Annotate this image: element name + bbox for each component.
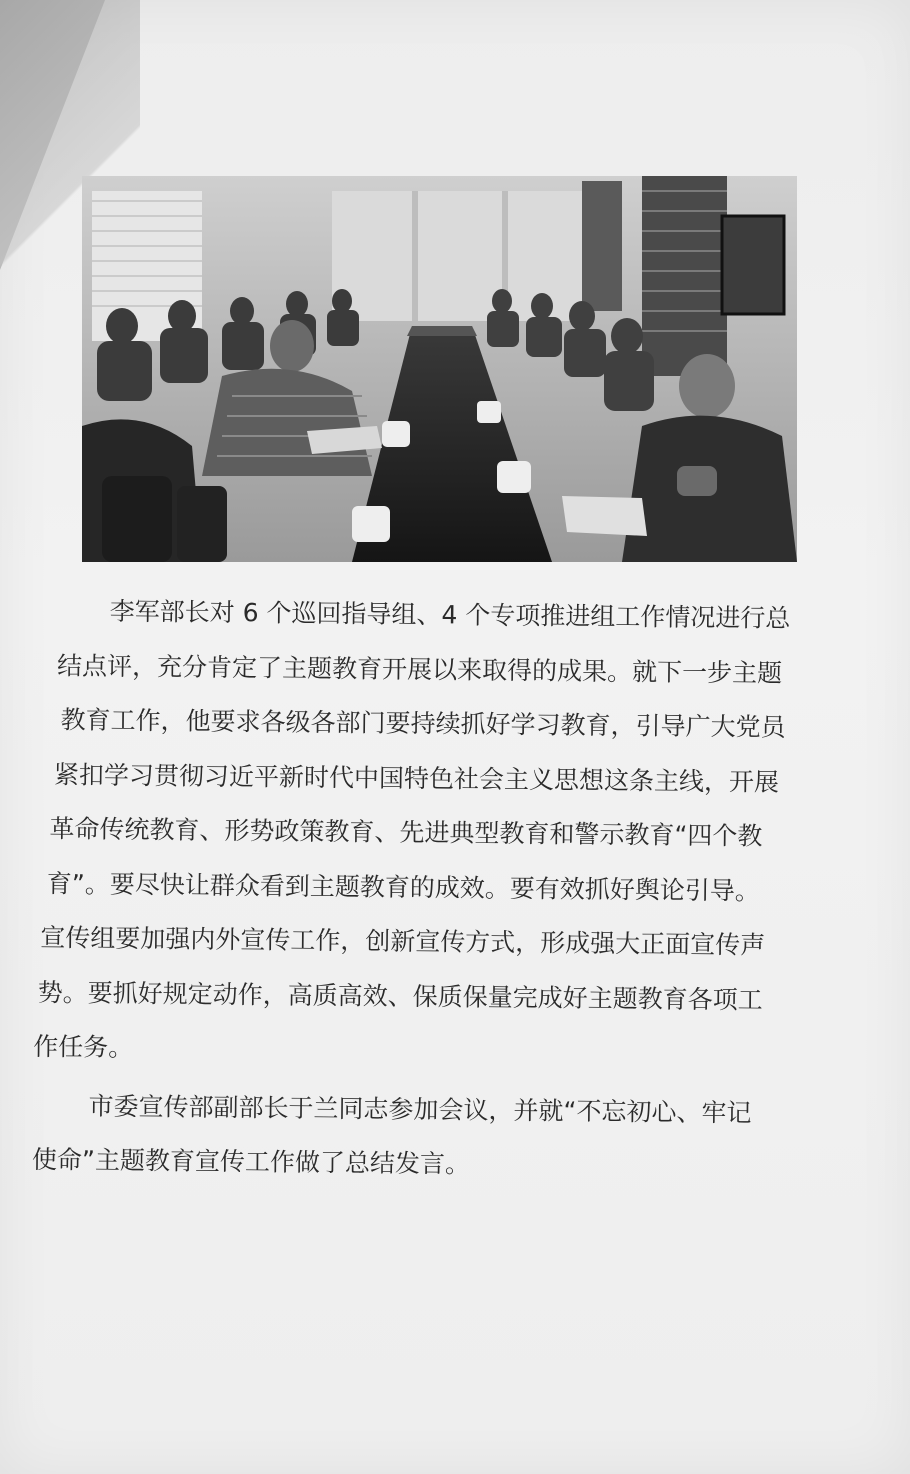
meeting-photo xyxy=(82,176,797,562)
paragraph-2 xyxy=(32,1078,878,1196)
text-line: 作任务。 xyxy=(33,1031,134,1063)
meeting-photo-illustration xyxy=(82,176,797,562)
text-line: 市委宣传部副部长于兰同志参加会议，并就“不忘初心、牢记 xyxy=(88,1091,752,1127)
article-body xyxy=(32,584,883,1196)
text-line: 结点评，充分肯定了主题教育开展以来取得的成果。就下一步主题 xyxy=(56,650,783,688)
text-line: 使命”主题教育宣传工作做了总结发言。 xyxy=(31,1144,471,1179)
text-line: 育”。要尽快让群众看到主题教育的成效。要有效抓好舆论引导。 xyxy=(46,868,760,906)
text-line: 李军部长对 6 个巡回指导组、4 个专项推进组工作情况进行总 xyxy=(109,596,791,633)
text-line: 势。要抓好规定动作，高质高效、保质保量完成好主题教育各项工 xyxy=(37,977,763,1015)
paragraph-1 xyxy=(33,584,883,1083)
text-line: 革命传统教育、形势政策教育、先进典型教育和警示教育“四个教 xyxy=(49,814,763,851)
text-line: 教育工作，他要求各级各部门要持续抓好学习教育，引导广大党员 xyxy=(60,705,786,742)
text-line: 宣传组要加强内外宣传工作，创新宣传方式，形成强大正面宣传声 xyxy=(40,923,766,960)
text-line: 紧扣学习贯彻习近平新时代中国特色社会主义思想这条主线，开展 xyxy=(53,759,780,797)
